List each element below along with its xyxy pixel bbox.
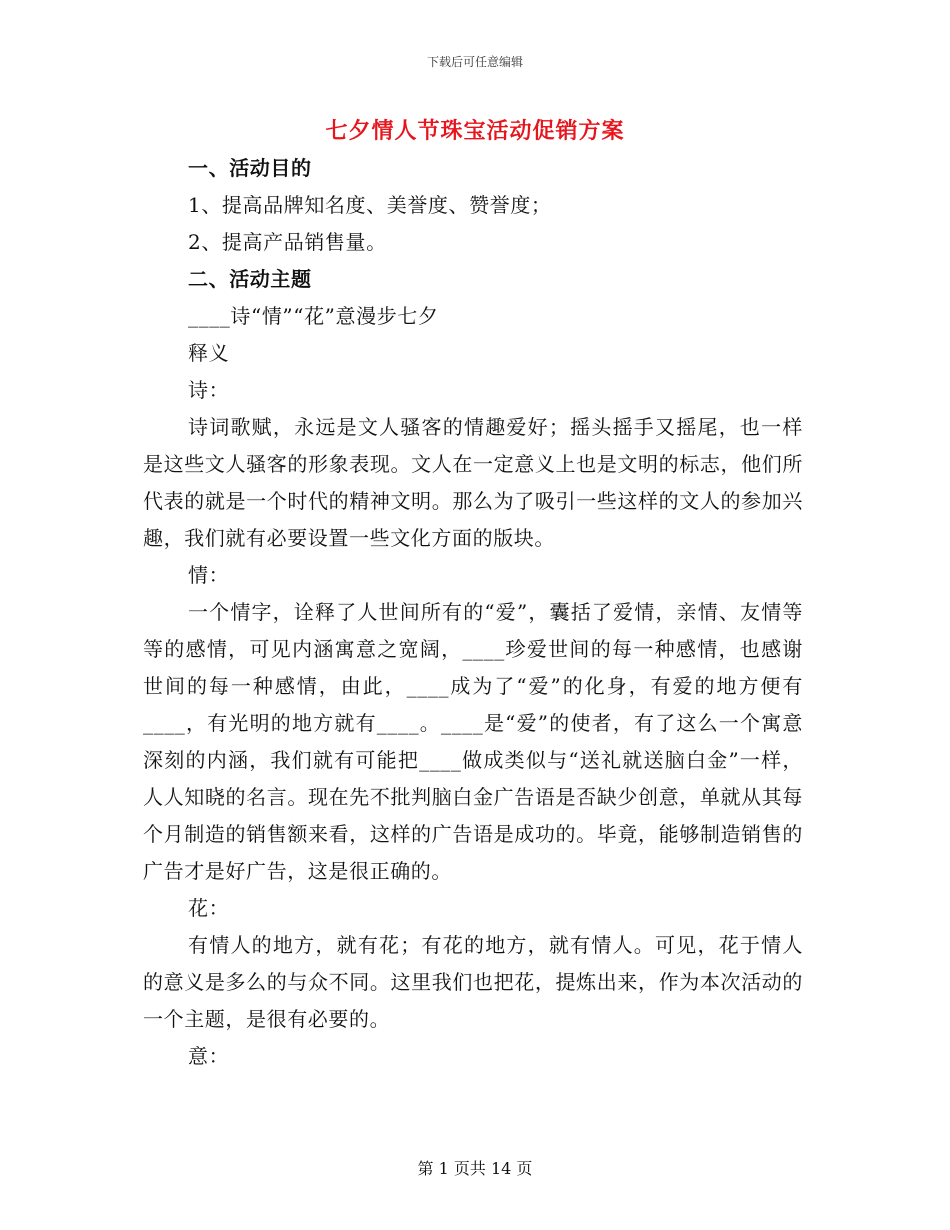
- flower-label: 花：: [188, 896, 230, 920]
- poem-label: 诗：: [188, 378, 230, 402]
- flower-paragraph: 有情人的地方，就有花；有花的地方，就有情人。可见，花于情人的意义是多么的与众不同。这里我们也把花，提炼出来，作为本次活动的一个主题，是很有必要的。: [143, 933, 803, 1031]
- purpose-item-2: 2、提高产品销售量。: [188, 230, 387, 254]
- explanation-label: 释义: [188, 341, 230, 365]
- document-body: [143, 150, 803, 1075]
- page-footer: 第 1 页共 14 页: [417, 1159, 533, 1178]
- love-paragraph: 一个情字，诠释了人世间所有的“爱”，囊括了爱情，亲情、友情等等的感情，可见内涵寓意之宽阔，____珍爱世间的每一种感情，也感谢世间的每一种感情，由此，____成为了“爱”的化身，有爱的地方便有____，有光明的地方就有____。____是“爱”的使者，有了这么一个寓意深刻的内涵，我们就有可能把____做成类似与“送礼就送脑白金”一样，人人知晓的名言。现在先不批判脑白金广告语是否缺少创意，单就从其每个月制造的销售额来看，这样的广告语是成功的。毕竟，能够制造销售的广告才是好广告，这是很正确的。: [143, 600, 803, 883]
- page-header: 下载后可任意编辑: [426, 55, 523, 69]
- purpose-item-1: 1、提高品牌知名度、美誉度、赞誉度；: [188, 193, 552, 217]
- meaning-label: 意：: [188, 1044, 230, 1068]
- section-heading-purpose: 一、活动目的: [188, 156, 312, 180]
- love-label: 情：: [188, 563, 230, 587]
- section-heading-theme: 二、活动主题: [188, 267, 312, 291]
- theme-text: ____诗“情”“花”意漫步七夕: [188, 304, 439, 328]
- poem-paragraph: 诗词歌赋，永远是文人骚客的情趣爱好；摇头摇手又摇尾，也一样是这些文人骚客的形象表现。文人在一定意义上也是文明的标志，他们所代表的就是一个时代的精神文明。那么为了吸引一些这样的文人的参加兴趣，我们就有必要设置一些文化方面的版块。: [143, 415, 803, 550]
- document-title: 七夕情人节珠宝活动促销方案: [325, 119, 625, 144]
